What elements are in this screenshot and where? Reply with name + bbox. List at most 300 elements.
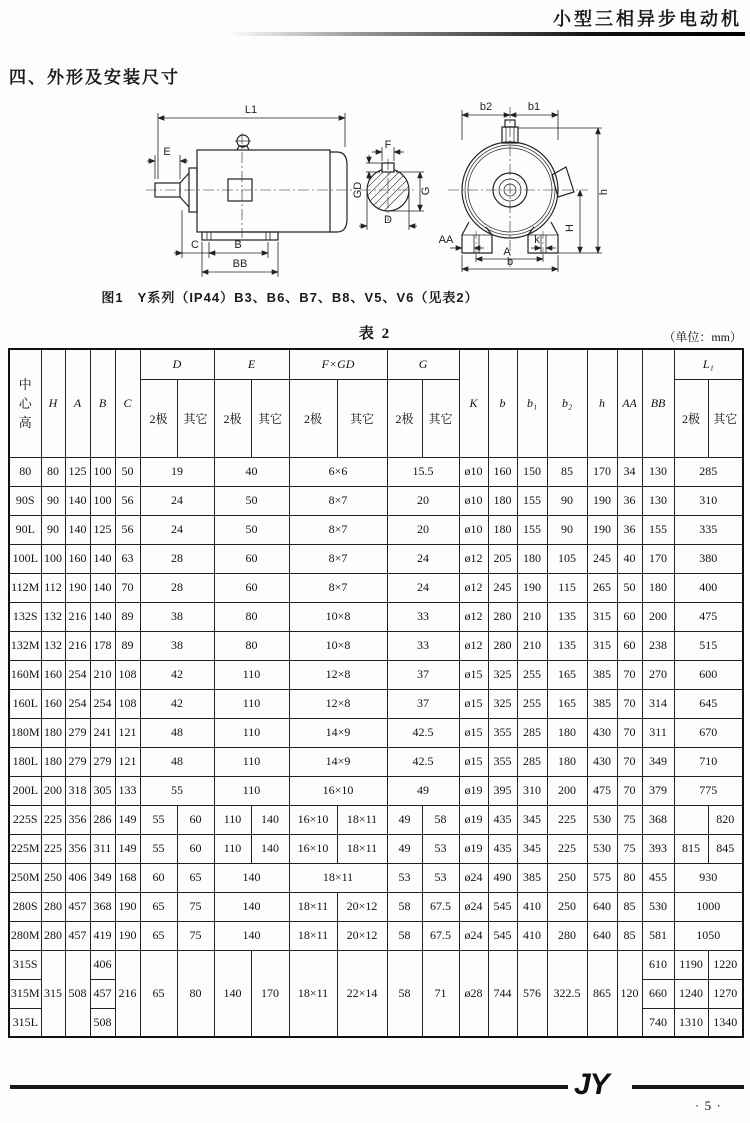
table-cell: 34 — [617, 457, 642, 486]
table-cell: 216 — [65, 602, 90, 631]
unit-note: （单位：mm） — [663, 330, 742, 344]
table-cell: 140 — [90, 544, 115, 573]
table-cell: 315 — [587, 602, 617, 631]
table-cell: 285 — [517, 747, 547, 776]
table-row — [9, 544, 743, 573]
table-cell: 24 — [140, 515, 214, 544]
table-cell: 75 — [617, 805, 642, 834]
table-row — [9, 689, 743, 718]
table-cell: 110 — [214, 805, 251, 834]
dim-label-b1: b1 — [527, 101, 541, 113]
table-cell: 132S — [9, 602, 41, 631]
table-cell: 19 — [140, 457, 214, 486]
table-cell: 180 — [642, 573, 674, 602]
table-cell: 60 — [214, 573, 289, 602]
col-header-center-height: 中心高 — [9, 349, 41, 457]
table-cell: 56 — [115, 486, 140, 515]
table-cell: 1270 — [708, 979, 743, 1008]
table-cell: 457 — [90, 979, 115, 1008]
table-cell: 70 — [617, 747, 642, 776]
table-cell: 80 — [617, 863, 642, 892]
table-cell: 133 — [115, 776, 140, 805]
table-cell: 255 — [517, 660, 547, 689]
table-cell: 315 — [587, 631, 617, 660]
table-cell: 12×8 — [289, 689, 387, 718]
table-cell: 225S — [9, 805, 41, 834]
table-cell: 16×10 — [289, 834, 337, 863]
col-header-b: b — [488, 349, 517, 457]
table-cell: 1240 — [674, 979, 708, 1008]
table-cell: 318 — [65, 776, 90, 805]
table-cell: 110 — [214, 776, 289, 805]
table-cell: 345 — [517, 834, 547, 863]
table-cell: 210 — [90, 660, 115, 689]
table-cell: 80 — [9, 457, 41, 486]
table-cell: 180 — [547, 718, 587, 747]
table-cell: 845 — [708, 834, 743, 863]
table-cell: 18×11 — [289, 950, 337, 1037]
table-cell: 110 — [214, 718, 289, 747]
table-cell: 60 — [214, 544, 289, 573]
table-cell: 85 — [617, 921, 642, 950]
table-cell: 33 — [387, 631, 459, 660]
table-cell: 645 — [674, 689, 743, 718]
table-cell: 140 — [214, 950, 251, 1037]
table-cell: 279 — [90, 747, 115, 776]
col-header-h: h — [587, 349, 617, 457]
col-header-FGD: F×GD — [289, 349, 387, 379]
table-row — [9, 776, 743, 805]
table-cell: 435 — [488, 834, 517, 863]
table-cell: 315M — [9, 979, 41, 1008]
table-cell: 160 — [65, 544, 90, 573]
table-cell: 775 — [674, 776, 743, 805]
table-cell: 6×6 — [289, 457, 387, 486]
table-cell: 168 — [115, 863, 140, 892]
table-cell: 255 — [517, 689, 547, 718]
subcol-G-other: 其它 — [422, 379, 459, 457]
table-cell: 225 — [41, 834, 65, 863]
table-cell: 575 — [587, 863, 617, 892]
dim-label-F: F — [384, 139, 392, 151]
table-cell: 216 — [115, 950, 140, 1037]
table-cell: 8×7 — [289, 515, 387, 544]
table-cell: 80 — [41, 457, 65, 486]
table-cell: 135 — [547, 602, 587, 631]
table-cell: 210 — [517, 602, 547, 631]
table-body — [9, 457, 743, 1037]
table-cell: ø15 — [459, 718, 488, 747]
jy-logo: JY — [574, 1068, 609, 1101]
table-cell: 180 — [488, 486, 517, 515]
table-cell: 155 — [642, 515, 674, 544]
table-row — [9, 515, 743, 544]
table-cell: 140 — [251, 834, 289, 863]
table-cell: 600 — [674, 660, 743, 689]
table-cell: 14×9 — [289, 718, 387, 747]
table-cell: 110 — [214, 689, 289, 718]
table-cell: 100L — [9, 544, 41, 573]
table-cell: 286 — [90, 805, 115, 834]
col-header-A: A — [65, 349, 90, 457]
table-cell: 58 — [387, 892, 422, 921]
table-cell: ø15 — [459, 747, 488, 776]
table-cell: 740 — [642, 1008, 674, 1037]
table-cell: 80 — [177, 950, 214, 1037]
dim-label-B: B — [234, 239, 242, 251]
table-cell: 400 — [674, 573, 743, 602]
table-cell: 55 — [140, 776, 214, 805]
table-cell: 245 — [587, 544, 617, 573]
section-title: 四、外形及安装尺寸 — [9, 68, 180, 87]
table-cell: 356 — [65, 805, 90, 834]
table-cell: 419 — [90, 921, 115, 950]
table-cell: 368 — [90, 892, 115, 921]
table-cell: 14×9 — [289, 747, 387, 776]
table-cell: 50 — [115, 457, 140, 486]
table-header — [9, 349, 743, 457]
table-cell: 640 — [587, 921, 617, 950]
table-cell: 22×14 — [337, 950, 387, 1037]
table-cell: 530 — [587, 834, 617, 863]
table-cell: 85 — [617, 892, 642, 921]
table-cell: 132 — [41, 631, 65, 660]
footer-rule-left — [10, 1085, 568, 1089]
table-cell: 1000 — [674, 892, 743, 921]
dim-label-k: k — [534, 234, 540, 246]
table-cell: 165 — [547, 660, 587, 689]
table-cell: 149 — [115, 834, 140, 863]
table-row — [9, 950, 743, 979]
dim-label-G: G — [420, 186, 432, 196]
table-cell: 165 — [547, 689, 587, 718]
table-row — [9, 660, 743, 689]
table-cell: 180 — [41, 718, 65, 747]
table-row — [9, 573, 743, 602]
table-cell: 190 — [587, 515, 617, 544]
table-cell: 430 — [587, 747, 617, 776]
table-cell: 140 — [214, 892, 289, 921]
table-cell: 50 — [214, 486, 289, 515]
table-cell: 200L — [9, 776, 41, 805]
dimension-table — [8, 348, 744, 1038]
table-cell: 10×8 — [289, 602, 387, 631]
table-cell: 1340 — [708, 1008, 743, 1037]
table-cell: 24 — [387, 544, 459, 573]
table-cell: 325 — [488, 689, 517, 718]
table-cell: 190 — [587, 486, 617, 515]
table-cell: 322.5 — [547, 950, 587, 1037]
table-cell: 70 — [617, 660, 642, 689]
table-cell: 1220 — [708, 950, 743, 979]
table-cell: 130 — [642, 486, 674, 515]
table-cell: 170 — [642, 544, 674, 573]
table-cell: 395 — [488, 776, 517, 805]
front-view-drawing — [439, 101, 610, 272]
table-cell: ø10 — [459, 515, 488, 544]
table-row — [9, 631, 743, 660]
table-cell: 356 — [65, 834, 90, 863]
table-row — [9, 457, 743, 486]
table-title: 表 2 — [358, 326, 392, 342]
table-cell: 50 — [214, 515, 289, 544]
table-cell: 180 — [547, 747, 587, 776]
table-cell: 457 — [65, 892, 90, 921]
table-cell: 18×11 — [289, 863, 387, 892]
table-cell: 250 — [547, 892, 587, 921]
table-cell: 53 — [422, 863, 459, 892]
table-cell: 1050 — [674, 921, 743, 950]
table-cell: 90 — [41, 486, 65, 515]
table-cell: 140 — [214, 863, 289, 892]
table-cell: 58 — [387, 950, 422, 1037]
table-cell: 170 — [587, 457, 617, 486]
table-cell: 355 — [488, 747, 517, 776]
table-cell: 53 — [387, 863, 422, 892]
dim-label-A: A — [503, 246, 511, 258]
table-cell: 70 — [617, 776, 642, 805]
table-cell: 75 — [177, 892, 214, 921]
table-cell: 406 — [65, 863, 90, 892]
table-cell: 385 — [587, 689, 617, 718]
table-cell: 53 — [422, 834, 459, 863]
table-cell: 280 — [41, 921, 65, 950]
table-cell: 20×12 — [337, 892, 387, 921]
table-cell: 1310 — [674, 1008, 708, 1037]
dim-label-h: h — [598, 188, 610, 196]
table-cell: 58 — [422, 805, 459, 834]
table-cell: 18×11 — [289, 892, 337, 921]
table-cell: 90 — [547, 486, 587, 515]
col-header-L1: L₁ — [674, 349, 743, 379]
table-cell: 200 — [41, 776, 65, 805]
table-cell: 515 — [674, 631, 743, 660]
table-cell: 42.5 — [387, 747, 459, 776]
table-cell: 311 — [90, 834, 115, 863]
table-cell: 112 — [41, 573, 65, 602]
table-cell: 254 — [65, 689, 90, 718]
table-cell: 135 — [547, 631, 587, 660]
table-cell: 89 — [115, 602, 140, 631]
table-cell: 180L — [9, 747, 41, 776]
table-cell: 121 — [115, 747, 140, 776]
table-cell: 305 — [90, 776, 115, 805]
table-cell: 393 — [642, 834, 674, 863]
dim-label-H: H — [564, 224, 576, 232]
table-cell: 125 — [65, 457, 90, 486]
table-cell: 40 — [214, 457, 289, 486]
col-header-D: D — [140, 349, 214, 379]
table-cell: 40 — [617, 544, 642, 573]
table-row — [9, 747, 743, 776]
table-cell: 20 — [387, 486, 459, 515]
table-cell: 65 — [177, 863, 214, 892]
table-cell: 105 — [547, 544, 587, 573]
table-cell: 16×10 — [289, 776, 387, 805]
table-cell: 100 — [41, 544, 65, 573]
table-cell: 310 — [517, 776, 547, 805]
table-cell: 190 — [517, 573, 547, 602]
table-cell: 610 — [642, 950, 674, 979]
table-cell: 435 — [488, 805, 517, 834]
table-cell: 660 — [642, 979, 674, 1008]
table-cell: 100 — [90, 486, 115, 515]
table-cell: 48 — [140, 718, 214, 747]
table-cell: 190 — [115, 921, 140, 950]
table-cell: 455 — [642, 863, 674, 892]
table-cell: 132 — [41, 602, 65, 631]
table-row — [9, 602, 743, 631]
table-cell: 1190 — [674, 950, 708, 979]
table-cell: 70 — [115, 573, 140, 602]
table-cell: 38 — [140, 631, 214, 660]
table-cell: ø15 — [459, 660, 488, 689]
table-cell — [674, 805, 708, 834]
table-cell: 385 — [587, 660, 617, 689]
col-header-B: B — [90, 349, 115, 457]
dim-label-L1: L1 — [244, 104, 258, 116]
col-header-AA: AA — [617, 349, 642, 457]
table-cell: 65 — [140, 921, 177, 950]
table-cell: 33 — [387, 602, 459, 631]
table-cell: 90 — [41, 515, 65, 544]
table-cell: 475 — [587, 776, 617, 805]
table-cell: 325 — [488, 660, 517, 689]
table-cell: 335 — [674, 515, 743, 544]
table-cell: 200 — [642, 602, 674, 631]
header-rule — [228, 32, 745, 36]
table-cell: 90L — [9, 515, 41, 544]
table-cell: 280S — [9, 892, 41, 921]
table-cell: 60 — [177, 834, 214, 863]
page-number: · 5 · — [695, 1098, 722, 1113]
table-cell: 115 — [547, 573, 587, 602]
table-cell: 180M — [9, 718, 41, 747]
table-cell: 110 — [214, 834, 251, 863]
table-cell: 238 — [642, 631, 674, 660]
subcol-G-2pole: 2极 — [387, 379, 422, 457]
table-cell: 38 — [140, 602, 214, 631]
subcol-E-2pole: 2极 — [214, 379, 251, 457]
table-cell: 140 — [251, 805, 289, 834]
table-cell: 530 — [587, 805, 617, 834]
table-cell: 250M — [9, 863, 41, 892]
dim-label-GD: GD — [352, 181, 364, 199]
dim-label-E: E — [163, 146, 171, 158]
table-cell: 225M — [9, 834, 41, 863]
table-cell: 48 — [140, 747, 214, 776]
table-cell: 205 — [488, 544, 517, 573]
table-cell: 241 — [90, 718, 115, 747]
table-cell: 65 — [140, 892, 177, 921]
subcol-D-other: 其它 — [177, 379, 214, 457]
subcol-E-other: 其它 — [251, 379, 289, 457]
table-cell: 160 — [41, 660, 65, 689]
table-cell: ø28 — [459, 950, 488, 1037]
table-cell: 490 — [488, 863, 517, 892]
table-cell: 28 — [140, 544, 214, 573]
table-cell: 110 — [214, 660, 289, 689]
table-cell: 42 — [140, 689, 214, 718]
table-cell: ø12 — [459, 573, 488, 602]
table-cell: 63 — [115, 544, 140, 573]
table-cell: 55 — [140, 834, 177, 863]
table-cell: 60 — [617, 602, 642, 631]
table-cell: 155 — [517, 486, 547, 515]
table-cell: 36 — [617, 515, 642, 544]
table-cell: 200 — [547, 776, 587, 805]
table-cell: 8×7 — [289, 486, 387, 515]
table-cell: 108 — [115, 660, 140, 689]
motor-drawings — [0, 95, 750, 290]
table-cell: 310 — [674, 486, 743, 515]
table-row — [9, 834, 743, 863]
table-cell: 110 — [214, 747, 289, 776]
table-cell: 24 — [140, 486, 214, 515]
table-cell: 349 — [642, 747, 674, 776]
table-row — [9, 863, 743, 892]
table-cell: 410 — [517, 921, 547, 950]
table-cell: 379 — [642, 776, 674, 805]
col-header-BB: BB — [642, 349, 674, 457]
table-cell: 49 — [387, 805, 422, 834]
table-cell: 385 — [517, 863, 547, 892]
dim-label-b2: b2 — [479, 101, 493, 113]
table-cell: 380 — [674, 544, 743, 573]
table-cell: ø19 — [459, 776, 488, 805]
table-cell: 8×7 — [289, 573, 387, 602]
table-cell: 149 — [115, 805, 140, 834]
table-cell: 225 — [547, 834, 587, 863]
table-cell: 225 — [547, 805, 587, 834]
table-cell: 190 — [65, 573, 90, 602]
table-cell: 406 — [90, 950, 115, 979]
table-cell: 545 — [488, 921, 517, 950]
table-cell: 315L — [9, 1008, 41, 1037]
table-cell: ø12 — [459, 602, 488, 631]
dim-label-C: C — [191, 239, 199, 251]
table-cell: 508 — [90, 1008, 115, 1037]
table-cell: 140 — [90, 602, 115, 631]
table-cell: 18×11 — [337, 834, 387, 863]
table-cell: 90 — [547, 515, 587, 544]
table-cell: 576 — [517, 950, 547, 1037]
table-cell: 20 — [387, 515, 459, 544]
table-cell: ø12 — [459, 631, 488, 660]
table-cell: 58 — [387, 921, 422, 950]
table-cell: 265 — [587, 573, 617, 602]
table-cell: 640 — [587, 892, 617, 921]
table-cell: 670 — [674, 718, 743, 747]
table-cell: 130 — [642, 457, 674, 486]
col-header-b1: b₁ — [517, 349, 547, 457]
table-cell: 314 — [642, 689, 674, 718]
table-cell: 28 — [140, 573, 214, 602]
table-cell: 80 — [214, 602, 289, 631]
table-cell: 60 — [140, 863, 177, 892]
table-cell: 140 — [90, 573, 115, 602]
table-cell: 100 — [90, 457, 115, 486]
table-row — [9, 805, 743, 834]
table-cell: 345 — [517, 805, 547, 834]
table-cell: 815 — [674, 834, 708, 863]
col-header-C: C — [115, 349, 140, 457]
table-cell: 37 — [387, 660, 459, 689]
col-header-E: E — [214, 349, 289, 379]
table-cell: 71 — [422, 950, 459, 1037]
table-cell: 16×10 — [289, 805, 337, 834]
table-cell: 50 — [617, 573, 642, 602]
